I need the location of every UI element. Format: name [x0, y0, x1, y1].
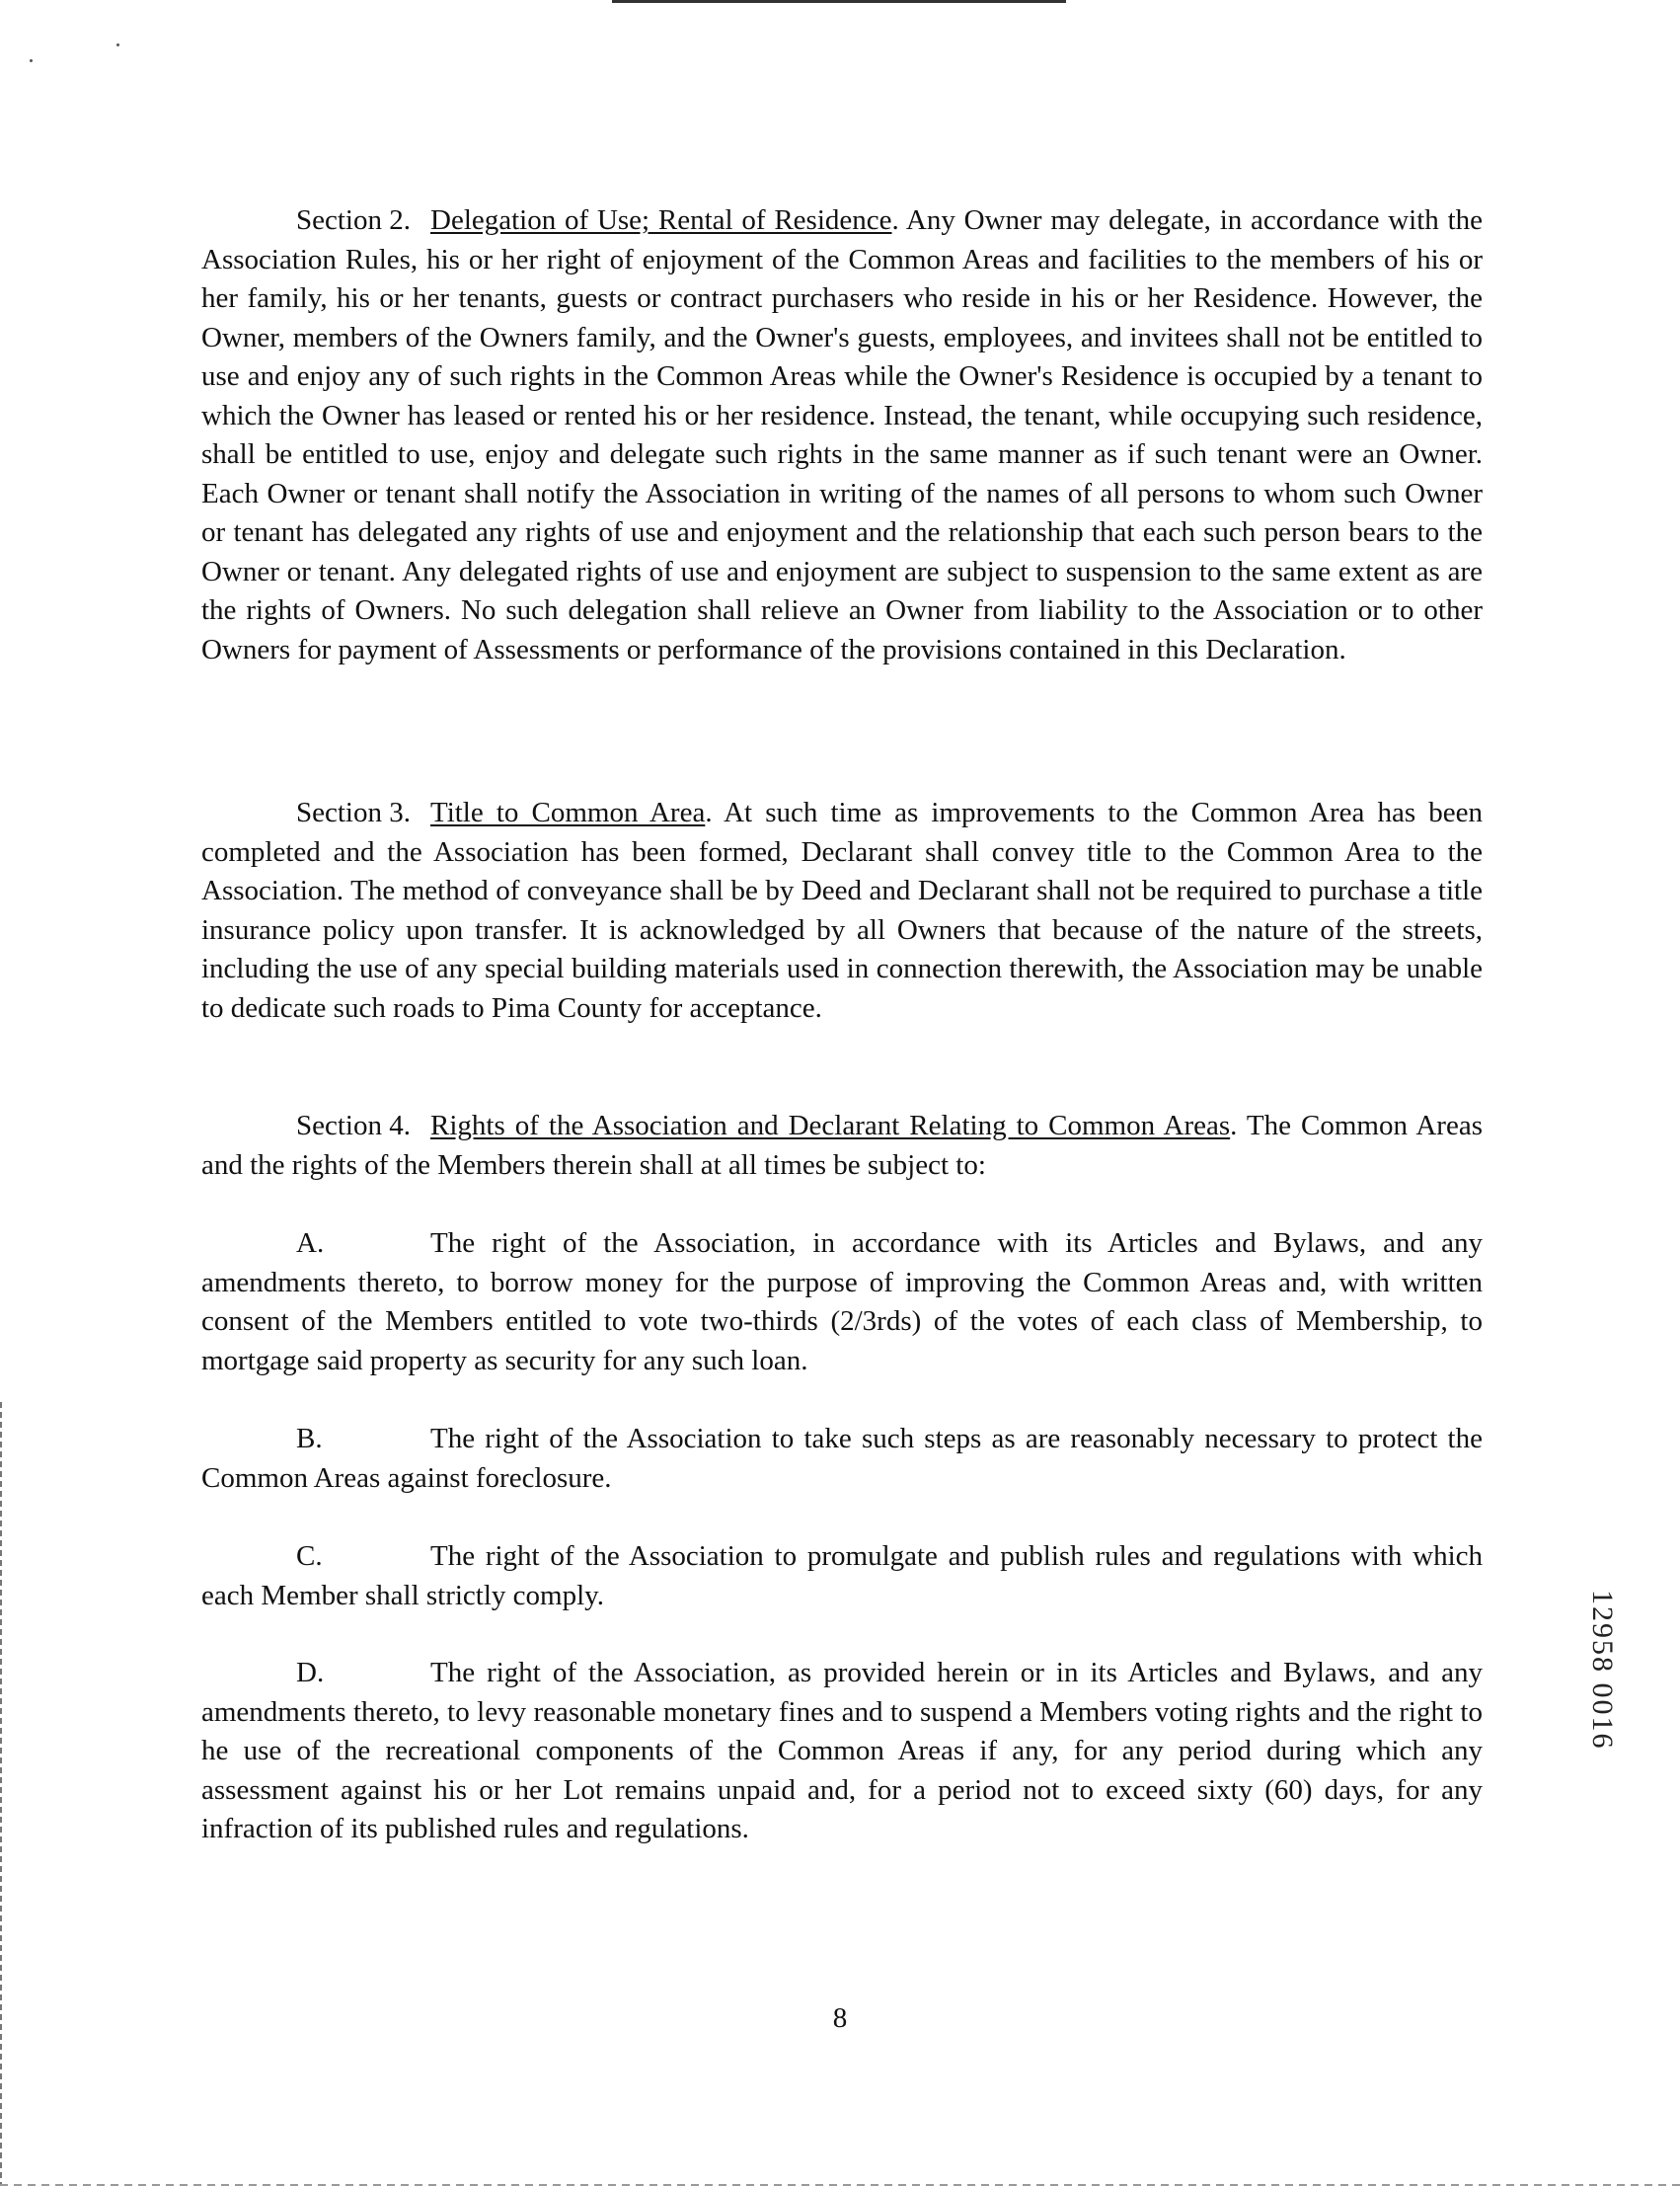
- item-label: B.: [296, 1423, 323, 1454]
- scan-top-line: [612, 0, 1066, 3]
- scan-speck: [116, 43, 119, 46]
- section-4-label: Section 4.: [296, 1110, 411, 1141]
- item-label: C.: [296, 1540, 323, 1572]
- item-text: The right of the Association, as provided herein or in its Articles and Bylaws, and any amendments thereto, to levy reasonable monetary fines and to suspend a Members voting rights and the right to he use of the recreational components of the Common Areas if any, for any period during which any assessment against his or her Lot remains unpaid and, for a period not to exceed sixty (60) days, for any infraction of its published rules and regulations.: [201, 1657, 1483, 1844]
- section-2-heading: Delegation of Use; Rental of Residence: [430, 204, 892, 236]
- item-label: A.: [296, 1227, 325, 1259]
- section-3-body: . At such time as improvements to the Common Area has been completed and the Association has been formed, Declarant shall convey title to the Common Area to the Association. The method of conveyance shall be by Deed and Declarant shall not be required to purchase a title insurance policy upon transfer. It is acknowledged by all Owners that because of the nature of the streets, including the use of any special building materials used in connection therewith, the Association may be unable to dedicate such roads to Pima County for acceptance.: [201, 797, 1484, 1024]
- list-item: [201, 1420, 1483, 1498]
- section-3-heading: Title to Common Area: [430, 797, 706, 828]
- section-4-body: . The Common Areas and the rights of the Members therein shall at all times be subject to:: [201, 1110, 1483, 1181]
- section-3-paragraph: [201, 794, 1483, 1028]
- list-item: [201, 1537, 1483, 1615]
- item-text: The right of the Association to take such steps as are reasonably necessary to protect the Common Areas against foreclosure.: [201, 1423, 1483, 1494]
- item-label: D.: [296, 1657, 325, 1688]
- item-text: The right of the Association to promulgate and publish rules and regulations with which each Member shall strictly comply.: [201, 1540, 1483, 1611]
- page-number: 8: [832, 2002, 848, 2034]
- section-2-paragraph: [201, 201, 1483, 669]
- scan-speck: [30, 59, 33, 62]
- section-4-heading: Rights of the Association and Declarant Relating to Common Areas: [430, 1110, 1231, 1141]
- list-item: [201, 1654, 1483, 1849]
- section-2-body: . Any Owner may delegate, in accordance with the Association Rules, his or her right of enjoyment of the Common Areas and facilities to the members of his or her family, his or her tenants, guests or contract purchasers who reside in his or her Residence. However, the Owner, members of the Owners family, and the Owner's guests, employees, and invitees shall not be entitled to use and enjoy any of such rights in the Common Areas while the Owner's Residence is occupied by a tenant to which the Owner has leased or rented his or her residence. Instead, the tenant, while occupying such residence, shall be entitled to use, enjoy and delegate such rights in the same manner as if such tenant were an Owner. Each Owner or tenant shall notify the Association in writing of the names of all persons to whom such Owner or tenant has delegated any rights of use and enjoyment and the relationship that each such person bears to the Owner or tenant. Any delegated rights of use and enjoyment are subject to suspension to the same extent as are the rights of Owners. No such delegation shall relieve an Owner from liability to the Association or to other Owners for payment of Assessments or performance of the provisions contained in this Declaration.: [201, 204, 1483, 665]
- bates-number: 12958 0016: [1586, 1590, 1619, 1751]
- list-item: [201, 1224, 1483, 1380]
- section-2-label: Section 2.: [296, 204, 411, 236]
- section-3-label: Section 3.: [296, 797, 411, 828]
- scan-left-edge: [0, 1402, 2, 2186]
- section-4-paragraph: [201, 1107, 1483, 1185]
- item-text: The right of the Association, in accordance with its Articles and Bylaws, and any amendments thereto, to borrow money for the purpose of improving the Common Areas and, with written consent of the Members entitled to vote two-thirds (2/3rds) of the votes of each class of Membership, to mortgage said property as security for any such loan.: [201, 1227, 1483, 1376]
